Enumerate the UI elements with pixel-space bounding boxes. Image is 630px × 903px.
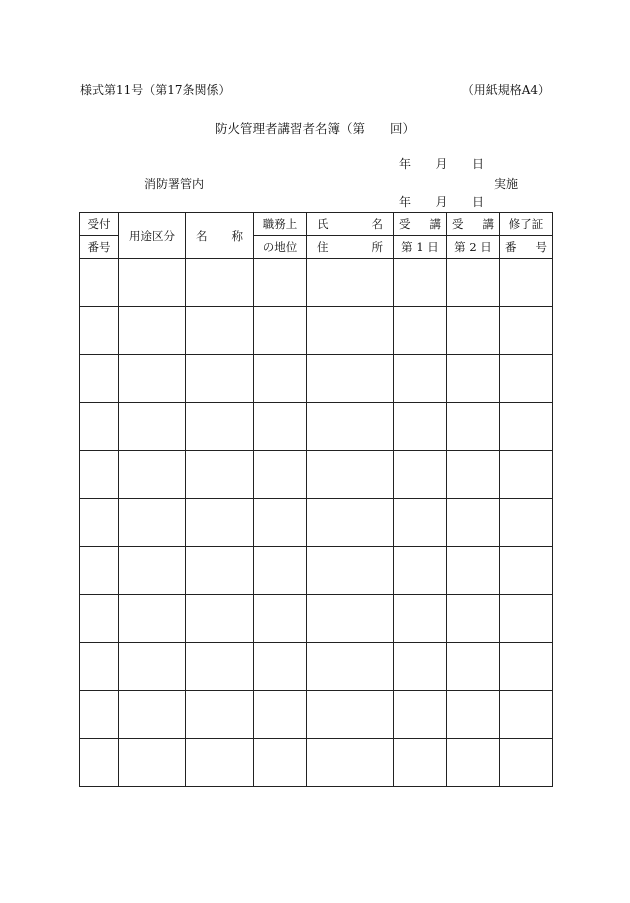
reception-number-cell[interactable]	[80, 403, 119, 451]
person-name-char-a: 氏	[317, 217, 329, 231]
name-address-cell[interactable]	[307, 451, 394, 499]
table-row	[80, 355, 553, 403]
reception-number-cell[interactable]	[80, 691, 119, 739]
reception-number-cell[interactable]	[80, 355, 119, 403]
table-row	[80, 595, 553, 643]
name-address-cell[interactable]	[307, 691, 394, 739]
header-row-top	[80, 213, 553, 236]
lecture2-cell[interactable]	[447, 643, 500, 691]
reception-number-cell[interactable]	[80, 307, 119, 355]
lecture1-char-a: 受	[399, 217, 411, 231]
jurisdiction-label: 消防署管内	[144, 177, 205, 191]
facility-name-cell[interactable]	[186, 739, 254, 787]
table-row	[80, 307, 553, 355]
facility-name-cell[interactable]	[186, 643, 254, 691]
end-date	[399, 193, 484, 210]
implemented-label: 実施	[494, 177, 519, 191]
table-row	[80, 499, 553, 547]
start-date	[399, 155, 484, 172]
position-cell[interactable]	[254, 259, 307, 307]
lecture2-char-a: 受	[452, 217, 464, 231]
usage-category-header: 用途区分	[119, 213, 186, 259]
position-cell[interactable]	[254, 547, 307, 595]
facility-name-cell[interactable]	[186, 499, 254, 547]
name-address-cell[interactable]	[307, 403, 394, 451]
day-label: 日	[471, 157, 484, 171]
name-address-cell[interactable]	[307, 739, 394, 787]
name-address-cell[interactable]	[307, 643, 394, 691]
name-address-cell[interactable]	[307, 259, 394, 307]
person-name-header	[307, 213, 394, 236]
usage-category-cell[interactable]	[119, 451, 186, 499]
reception-number-cell[interactable]	[80, 595, 119, 643]
lecture1-cell[interactable]	[394, 451, 447, 499]
name-char-a: 名	[196, 228, 208, 243]
certificate-header: 修了証	[500, 213, 553, 236]
facility-name-cell[interactable]	[186, 259, 254, 307]
position-cell[interactable]	[254, 691, 307, 739]
usage-category-cell[interactable]	[119, 259, 186, 307]
facility-name-cell[interactable]	[186, 691, 254, 739]
facility-name-cell[interactable]	[186, 307, 254, 355]
position-header: 職務上	[254, 213, 307, 236]
lecture1-cell[interactable]	[394, 403, 447, 451]
person-name-char-b: 名	[371, 217, 383, 231]
month-label: 月	[435, 157, 448, 171]
certificate-number-header	[500, 236, 553, 259]
usage-category-cell[interactable]	[119, 307, 186, 355]
table-row	[80, 403, 553, 451]
reception-number-cell[interactable]	[80, 259, 119, 307]
reception-number-header-2: 番号	[80, 236, 119, 259]
attendee-table	[79, 212, 553, 787]
lecture1-cell[interactable]	[394, 643, 447, 691]
position-header-2: の地位	[254, 236, 307, 259]
reception-number-cell[interactable]	[80, 451, 119, 499]
usage-category-cell[interactable]	[119, 499, 186, 547]
usage-category-cell[interactable]	[119, 739, 186, 787]
certificate-number-cell[interactable]	[500, 691, 553, 739]
facility-name-cell[interactable]	[186, 451, 254, 499]
lecture2-cell[interactable]	[447, 499, 500, 547]
certificate-number-cell[interactable]	[500, 307, 553, 355]
table-row	[80, 691, 553, 739]
certificate-number-cell[interactable]	[500, 739, 553, 787]
certificate-number-cell[interactable]	[500, 499, 553, 547]
reception-number-cell[interactable]	[80, 499, 119, 547]
facility-name-cell[interactable]	[186, 355, 254, 403]
lecture2-cell[interactable]	[447, 259, 500, 307]
day-label: 日	[471, 195, 484, 209]
lecture2-cell[interactable]	[447, 595, 500, 643]
lecture1-char-b: 講	[429, 217, 441, 231]
usage-category-cell[interactable]	[119, 691, 186, 739]
position-cell[interactable]	[254, 307, 307, 355]
year-label: 年	[399, 157, 412, 171]
lecture1-cell[interactable]	[394, 499, 447, 547]
usage-category-cell[interactable]	[119, 355, 186, 403]
cert-char-b: 号	[535, 240, 547, 254]
paper-size-label: （用紙規格A4）	[461, 83, 550, 97]
reception-number-cell[interactable]	[80, 643, 119, 691]
name-char-b: 称	[231, 228, 243, 243]
lecture2-cell[interactable]	[447, 355, 500, 403]
lecture2-cell[interactable]	[447, 307, 500, 355]
lecture1-cell[interactable]	[394, 691, 447, 739]
table-row	[80, 451, 553, 499]
certificate-number-cell[interactable]	[500, 403, 553, 451]
facility-name-cell[interactable]	[186, 595, 254, 643]
name-address-cell[interactable]	[307, 547, 394, 595]
lecture1-cell[interactable]	[394, 259, 447, 307]
lecture1-header	[394, 213, 447, 236]
year-label: 年	[399, 195, 412, 209]
lecture1-cell[interactable]	[394, 355, 447, 403]
table-row	[80, 259, 553, 307]
usage-category-cell[interactable]	[119, 643, 186, 691]
certificate-number-cell[interactable]	[500, 451, 553, 499]
certificate-number-cell[interactable]	[500, 355, 553, 403]
usage-category-cell[interactable]	[119, 547, 186, 595]
address-header	[307, 236, 394, 259]
lecture2-cell[interactable]	[447, 691, 500, 739]
lecture2-cell[interactable]	[447, 739, 500, 787]
address-char-b: 所	[371, 240, 383, 254]
name-address-cell[interactable]	[307, 355, 394, 403]
position-cell[interactable]	[254, 739, 307, 787]
certificate-number-cell[interactable]	[500, 595, 553, 643]
name-address-cell[interactable]	[307, 499, 394, 547]
address-char-a: 住	[317, 240, 329, 254]
position-cell[interactable]	[254, 403, 307, 451]
reception-number-cell[interactable]	[80, 547, 119, 595]
lecture1-cell[interactable]	[394, 307, 447, 355]
certificate-number-cell[interactable]	[500, 259, 553, 307]
certificate-number-cell[interactable]	[500, 547, 553, 595]
usage-category-cell[interactable]	[119, 595, 186, 643]
reception-number-cell[interactable]	[80, 739, 119, 787]
position-cell[interactable]	[254, 643, 307, 691]
table-row	[80, 643, 553, 691]
reception-number-header: 受付	[80, 213, 119, 236]
usage-category-cell[interactable]	[119, 403, 186, 451]
month-label: 月	[435, 195, 448, 209]
position-cell[interactable]	[254, 595, 307, 643]
lecture2-cell[interactable]	[447, 547, 500, 595]
name-address-cell[interactable]	[307, 595, 394, 643]
lecture2-char-b: 講	[482, 217, 494, 231]
lecture1-cell[interactable]	[394, 595, 447, 643]
table-row	[80, 739, 553, 787]
lecture2-header	[447, 213, 500, 236]
facility-name-header	[186, 213, 254, 259]
lecture1-cell[interactable]	[394, 739, 447, 787]
document-title: 防火管理者講習者名簿（第 回）	[214, 121, 415, 136]
position-cell[interactable]	[254, 355, 307, 403]
name-address-cell[interactable]	[307, 307, 394, 355]
certificate-number-cell[interactable]	[500, 643, 553, 691]
lecture2-day-header: 第 2 日	[447, 236, 500, 259]
cert-char-a: 番	[505, 240, 517, 254]
lecture2-cell[interactable]	[447, 403, 500, 451]
position-cell[interactable]	[254, 451, 307, 499]
facility-name-cell[interactable]	[186, 547, 254, 595]
facility-name-cell[interactable]	[186, 403, 254, 451]
table-row	[80, 547, 553, 595]
form-number-label: 様式第11号（第17条関係）	[80, 83, 231, 97]
lecture1-day-header: 第 1 日	[394, 236, 447, 259]
lecture2-cell[interactable]	[447, 451, 500, 499]
lecture1-cell[interactable]	[394, 547, 447, 595]
position-cell[interactable]	[254, 499, 307, 547]
